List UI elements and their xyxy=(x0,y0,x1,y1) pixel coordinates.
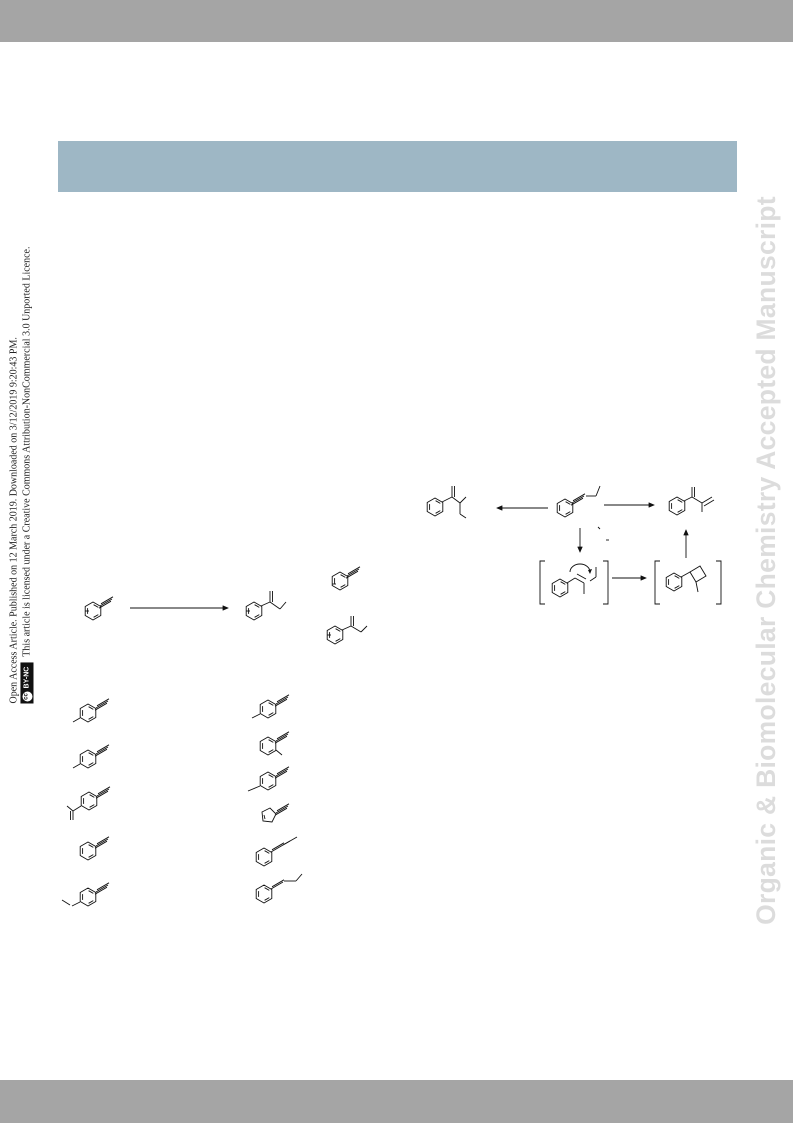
mechanism-start-alkyne xyxy=(557,486,600,517)
bottom-bar xyxy=(0,1080,793,1123)
reaction-scheme xyxy=(85,567,367,644)
mechanism-intermediate-2 xyxy=(655,561,721,604)
substrate-1c xyxy=(67,787,110,820)
substrate-heteroaryl-alkyne xyxy=(332,567,360,590)
open-access-line: Open Access Article. Published on 12 March 2019. Downloaded on 3/12/2019 9:20:43 PM. xyxy=(8,337,20,704)
mechanism-product-left xyxy=(427,486,466,518)
mechanism-scheme xyxy=(427,486,721,604)
substrate-2a xyxy=(252,695,289,718)
journal-watermark-text: Organic & Biomolecular Chemistry Accepted Manuscript xyxy=(750,195,781,925)
substrate-aryl-alkyne xyxy=(85,597,113,620)
substrate-2f xyxy=(256,874,302,903)
substrate-2e xyxy=(256,837,297,866)
cc-icon: cc xyxy=(22,691,32,701)
mechanism-intermediate-1 xyxy=(540,561,608,604)
substrate-2b xyxy=(260,732,289,755)
product-aryl-ketone xyxy=(246,591,286,620)
cc-license-label: BY-NC xyxy=(23,666,31,689)
product-heteroaryl-ketone xyxy=(327,616,367,644)
substrate-2c xyxy=(248,767,289,791)
license-line: This article is licensed under a Creative Commons Attribution-NonCommercial 3.0 Unported Licence. xyxy=(21,246,33,657)
substrate-1d xyxy=(80,837,109,860)
mechanism-product-right xyxy=(669,487,714,515)
substrate-2d-thiophene xyxy=(262,804,289,822)
substrate-1e xyxy=(62,883,109,906)
substrate-1a xyxy=(73,699,109,722)
substrate-table xyxy=(62,695,302,906)
substrate-1b xyxy=(73,745,109,768)
